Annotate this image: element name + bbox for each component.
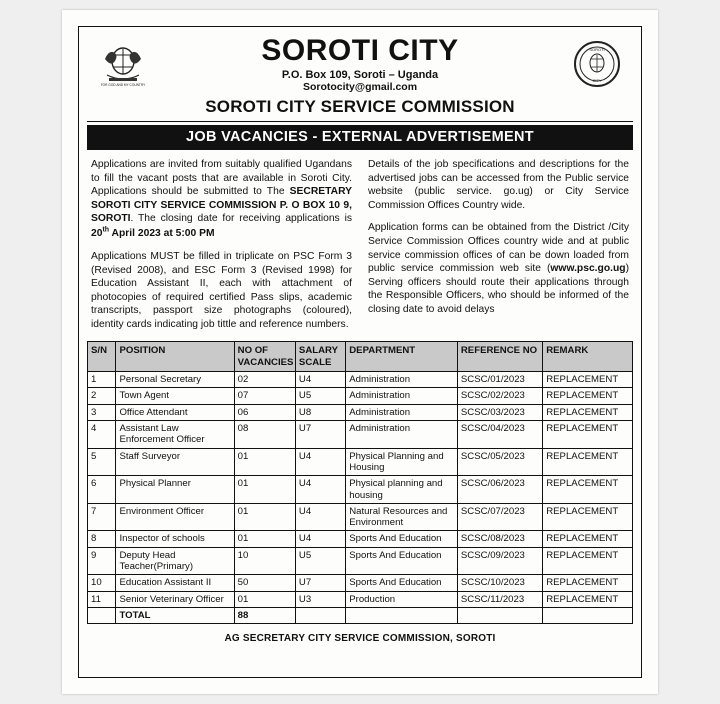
cell-reference: SCSC/02/2023 xyxy=(457,388,542,404)
cell-remark: REPLACEMENT xyxy=(543,404,633,420)
soroti-city-seal-icon xyxy=(565,40,629,88)
uganda-coat-of-arms-icon xyxy=(91,41,155,87)
title-block xyxy=(163,35,557,93)
cell-total-value: 88 xyxy=(234,608,295,624)
cell-position: Deputy Head Teacher(Primary) xyxy=(116,547,234,575)
cell-salary-scale: U5 xyxy=(295,547,345,575)
cell-sn: 3 xyxy=(88,404,116,420)
banner-job-vacancies: JOB VACANCIES - EXTERNAL ADVERTISEMENT xyxy=(87,125,633,150)
cell-reference: SCSC/08/2023 xyxy=(457,531,542,547)
cell-reference: SCSC/01/2023 xyxy=(457,372,542,388)
cell-department: Production xyxy=(346,591,458,607)
cell-remark: REPLACEMENT xyxy=(543,420,633,448)
body-columns xyxy=(87,158,633,331)
advert-border-frame xyxy=(78,26,642,678)
cell-sn: 10 xyxy=(88,575,116,591)
column-header-remark: REMARK xyxy=(543,342,633,372)
cell-salary-scale: U4 xyxy=(295,448,345,476)
cell-department-empty xyxy=(346,608,458,624)
commission-title: SOROTI CITY SERVICE COMMISSION xyxy=(205,97,515,117)
cell-sn: 9 xyxy=(88,547,116,575)
table-row xyxy=(88,531,633,547)
body-column-right xyxy=(368,158,629,331)
cell-vacancies: 08 xyxy=(234,420,295,448)
cell-sn: 2 xyxy=(88,388,116,404)
cell-department: Sports And Education xyxy=(346,531,458,547)
table-row xyxy=(88,388,633,404)
document-footer-signature: AG SECRETARY CITY SERVICE COMMISSION, SOROTI xyxy=(224,633,496,645)
page-title: SOROTI CITY xyxy=(261,34,459,67)
cell-position: Education Assistant II xyxy=(116,575,234,591)
paragraph-job-details: Details of the job specifications and descriptions for the advertised jobs can be accessed from the Public service website (public service. go.ug) or City Service Commission Offices Country wide. xyxy=(368,159,629,211)
cell-sn: 11 xyxy=(88,591,116,607)
cell-department: Physical planning and housing xyxy=(346,476,458,504)
cell-total-label: TOTAL xyxy=(116,608,234,624)
svg-text:SOROTI: SOROTI xyxy=(589,47,605,53)
cell-reference: SCSC/10/2023 xyxy=(457,575,542,591)
column-header-reference-no: REFERENCE NO xyxy=(457,342,542,372)
cell-position: Assistant Law Enforcement Officer xyxy=(116,420,234,448)
cell-department: Sports And Education xyxy=(346,547,458,575)
table-row xyxy=(88,575,633,591)
table-row xyxy=(88,591,633,607)
svg-text:CITY: CITY xyxy=(592,78,602,84)
cell-reference: SCSC/11/2023 xyxy=(457,591,542,607)
cell-vacancies: 01 xyxy=(234,476,295,504)
vacancies-table xyxy=(87,341,633,624)
cell-remark-empty xyxy=(543,608,633,624)
table-row-total xyxy=(88,608,633,624)
cell-department: Physical Planning and Housing xyxy=(346,448,458,476)
cell-vacancies: 01 xyxy=(234,531,295,547)
cell-vacancies: 01 xyxy=(234,591,295,607)
cell-remark: REPLACEMENT xyxy=(543,476,633,504)
cell-salary-scale: U3 xyxy=(295,591,345,607)
cell-position: Town Agent xyxy=(116,388,234,404)
svg-text:FOR GOD AND MY COUNTRY: FOR GOD AND MY COUNTRY xyxy=(100,83,146,88)
cell-department: Administration xyxy=(346,420,458,448)
cell-vacancies: 10 xyxy=(234,547,295,575)
column-header-no-of-vacancies: NO OF VACANCIES xyxy=(234,342,295,372)
cell-vacancies: 50 xyxy=(234,575,295,591)
cell-salary-scale: U4 xyxy=(295,372,345,388)
cell-salary-scale: U8 xyxy=(295,404,345,420)
cell-sn: 7 xyxy=(88,503,116,531)
paragraph-applications-invited: Applications are invited from suitably qualified Ugandans to fill the vacant posts that are available in Soroti City. Applications should be submitted to The SECRETARY SOROTI CITY SERVICE COMMISSION P. O BOX 10 9, SOROTI. The closing date for receiving applications is 20th April 2023 at 5:00 PM xyxy=(91,159,352,240)
cell-department: Sports And Education xyxy=(346,575,458,591)
cell-salary-scale: U7 xyxy=(295,420,345,448)
cell-position: Inspector of schools xyxy=(116,531,234,547)
cell-department: Administration xyxy=(346,372,458,388)
cell-department: Administration xyxy=(346,404,458,420)
cell-position: Personal Secretary xyxy=(116,372,234,388)
cell-remark: REPLACEMENT xyxy=(543,575,633,591)
cell-remark: REPLACEMENT xyxy=(543,531,633,547)
column-header-salary-scale: SALARY SCALE xyxy=(295,342,345,372)
document-header xyxy=(87,33,633,93)
cell-reference: SCSC/06/2023 xyxy=(457,476,542,504)
cell-position: Staff Surveyor xyxy=(116,448,234,476)
table-row xyxy=(88,476,633,504)
cell-sn: 6 xyxy=(88,476,116,504)
column-header-position: POSITION xyxy=(116,342,234,372)
cell-vacancies: 06 xyxy=(234,404,295,420)
cell-reference: SCSC/05/2023 xyxy=(457,448,542,476)
cell-remark: REPLACEMENT xyxy=(543,372,633,388)
cell-reference: SCSC/03/2023 xyxy=(457,404,542,420)
cell-vacancies: 01 xyxy=(234,503,295,531)
cell-position: Physical Planner xyxy=(116,476,234,504)
cell-position: Environment Officer xyxy=(116,503,234,531)
cell-sn-empty xyxy=(88,608,116,624)
cell-salary-scale-empty xyxy=(295,608,345,624)
table-row xyxy=(88,372,633,388)
cell-remark: REPLACEMENT xyxy=(543,448,633,476)
cell-remark: REPLACEMENT xyxy=(543,547,633,575)
cell-vacancies: 01 xyxy=(234,448,295,476)
cell-reference-empty xyxy=(457,608,542,624)
cell-department: Natural Resources and Environment xyxy=(346,503,458,531)
cell-sn: 4 xyxy=(88,420,116,448)
cell-position: Office Attendant xyxy=(116,404,234,420)
paragraph-forms-requirements: Applications MUST be filled in triplicate on PSC Form 3 (Revised 2008), and ESC Form 3 (Revised 1998) for Education Assistant II, each with attachment of photocopies of required certified Pass slips, academic transcripts, passport size photographs (coloured), identity cards indicating job tittle and reference numbers. xyxy=(91,250,352,330)
postal-address: P.O. Box 109, Soroti – Uganda xyxy=(281,68,439,81)
cell-salary-scale: U5 xyxy=(295,388,345,404)
cell-reference: SCSC/07/2023 xyxy=(457,503,542,531)
cell-department: Administration xyxy=(346,388,458,404)
cell-vacancies: 07 xyxy=(234,388,295,404)
cell-salary-scale: U7 xyxy=(295,575,345,591)
column-header-department: DEPARTMENT xyxy=(346,342,458,372)
advert-sheet xyxy=(62,10,658,694)
cell-remark: REPLACEMENT xyxy=(543,591,633,607)
table-row xyxy=(88,420,633,448)
cell-sn: 1 xyxy=(88,372,116,388)
paragraph-application-forms: Application forms can be obtained from the District /City Service Commission Offices country wide and at public service commission offices of can be down loaded from public service commission web site (www.psc.go.ug) Serving officers should route their applications through the Responsible Officers, who should be informed of the closing date to avoid delays xyxy=(368,222,629,315)
cell-salary-scale: U4 xyxy=(295,503,345,531)
cell-position: Senior Veterinary Officer xyxy=(116,591,234,607)
table-row xyxy=(88,547,633,575)
table-header-row xyxy=(88,342,633,372)
cell-salary-scale: U4 xyxy=(295,531,345,547)
body-column-left xyxy=(91,158,352,331)
cell-remark: REPLACEMENT xyxy=(543,388,633,404)
table-row xyxy=(88,448,633,476)
cell-salary-scale: U4 xyxy=(295,476,345,504)
header-divider xyxy=(87,121,633,122)
cell-reference: SCSC/04/2023 xyxy=(457,420,542,448)
cell-vacancies: 02 xyxy=(234,372,295,388)
cell-reference: SCSC/09/2023 xyxy=(457,547,542,575)
table-row xyxy=(88,503,633,531)
cell-remark: REPLACEMENT xyxy=(543,503,633,531)
column-header-sn: S/N xyxy=(88,342,116,372)
cell-sn: 5 xyxy=(88,448,116,476)
table-row xyxy=(88,404,633,420)
email-address: Sorotocity@gmail.com xyxy=(302,81,418,94)
cell-sn: 8 xyxy=(88,531,116,547)
